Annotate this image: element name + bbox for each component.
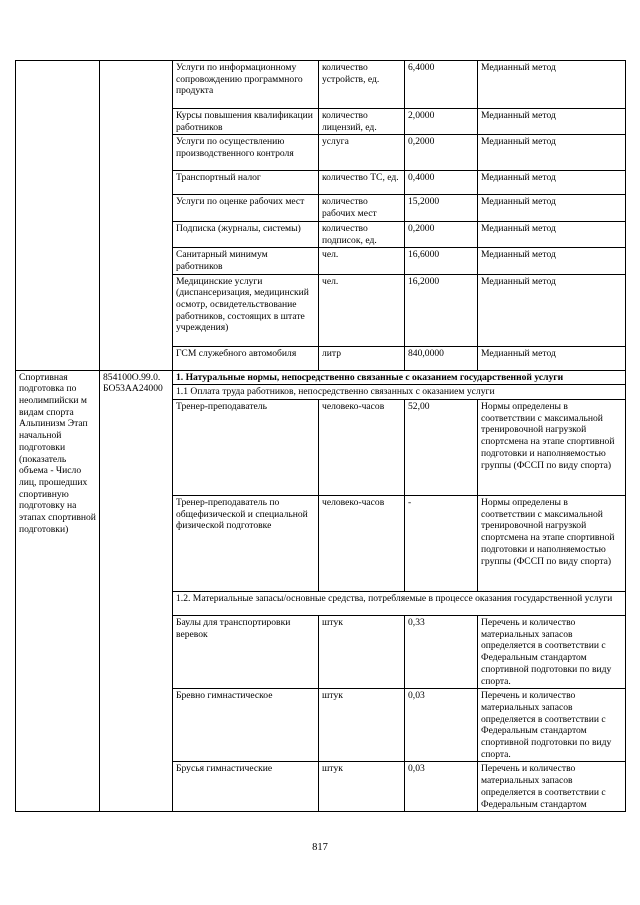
unit-cell: услуга <box>319 135 405 171</box>
value-cell: 16,6000 <box>405 248 478 274</box>
empty-service-cell <box>16 61 100 371</box>
resource-name: Медицинские услуги (диспансеризация, медицинский осмотр, освидетельствование работников, состоящих в штате учреждения) <box>173 274 319 346</box>
method-cell: Нормы определены в соответствии с максимальной тренировочной нагрузкой спортсмена на этапе спортивной подготовки и наполняемостью группы (ФССП по виду спорта) <box>478 496 626 592</box>
method-cell: Перечень и количество материальных запасов определяется в соответствии с Федеральным стандартом <box>478 762 626 812</box>
unit-cell: количество рабочих мест <box>319 195 405 221</box>
resource-name: Тренер-преподаватель по общефизической и специальной физической подготовке <box>173 496 319 592</box>
method-cell: Медианный метод <box>478 274 626 346</box>
value-cell: 15,2000 <box>405 195 478 221</box>
unit-cell: количество устройств, ед. <box>319 61 405 109</box>
method-cell: Медианный метод <box>478 248 626 274</box>
resource-name: Бревно гимнастическое <box>173 689 319 762</box>
value-cell: 52,00 <box>405 400 478 496</box>
resource-name: Подписка (журналы, системы) <box>173 221 319 247</box>
method-cell: Перечень и количество материальных запасов определяется в соответствии с Федеральным стандартом спортивной подготовки по виду спорта. <box>478 689 626 762</box>
subsection-1-2-title: 1.2. Материальные запасы/основные средства, потребляемые в процессе оказания государственной услуги <box>173 592 626 616</box>
table-row <box>16 61 626 109</box>
method-cell: Медианный метод <box>478 171 626 195</box>
resource-name: Услуги по осуществлению производственного контроля <box>173 135 319 171</box>
method-cell: Медианный метод <box>478 195 626 221</box>
section-row <box>16 370 626 385</box>
resource-name: Услуги по оценке рабочих мест <box>173 195 319 221</box>
method-cell: Медианный метод <box>478 346 626 370</box>
service-name: Спортивная подготовка по неолимпийски м видам спорта Альпинизм Этап начальной подготовки (показатель объема - Число лиц, прошедших спортивную подготовку на этапах спортивной подготовки) <box>16 370 100 812</box>
unit-cell: штук <box>319 689 405 762</box>
value-cell: 2,0000 <box>405 109 478 135</box>
method-cell: Перечень и количество материальных запасов определяется в соответствии с Федеральным стандартом спортивной подготовки по виду спорта. <box>478 616 626 689</box>
unit-cell: чел. <box>319 248 405 274</box>
unit-cell: человеко-часов <box>319 496 405 592</box>
method-cell: Медианный метод <box>478 135 626 171</box>
value-cell: 0,2000 <box>405 135 478 171</box>
section-1-title: 1. Натуральные нормы, непосредственно связанные с оказанием государственной услуги <box>173 370 626 385</box>
unit-cell: литр <box>319 346 405 370</box>
value-cell: - <box>405 496 478 592</box>
resource-name: Курсы повышения квалификации работников <box>173 109 319 135</box>
value-cell: 0,4000 <box>405 171 478 195</box>
unit-cell: количество ТС, ед. <box>319 171 405 195</box>
method-cell: Медианный метод <box>478 109 626 135</box>
method-cell: Медианный метод <box>478 61 626 109</box>
page-number: 817 <box>312 842 328 853</box>
resource-name: Тренер-преподаватель <box>173 400 319 496</box>
value-cell: 6,4000 <box>405 61 478 109</box>
resource-name: Брусья гимнастические <box>173 762 319 812</box>
value-cell: 0,03 <box>405 689 478 762</box>
method-cell: Медианный метод <box>478 221 626 247</box>
unit-cell: количество лицензий, ед. <box>319 109 405 135</box>
unit-cell: штук <box>319 616 405 689</box>
resource-name: Услуги по информационному сопровождению программного продукта <box>173 61 319 109</box>
value-cell: 0,2000 <box>405 221 478 247</box>
method-cell: Нормы определены в соответствии с максимальной тренировочной нагрузкой спортсмена на этапе спортивной подготовки и наполняемостью группы (ФССП по виду спорта) <box>478 400 626 496</box>
resource-name: Баулы для транспортировки веревок <box>173 616 319 689</box>
resource-name: ГСМ служебного автомобиля <box>173 346 319 370</box>
value-cell: 16,2000 <box>405 274 478 346</box>
norms-table <box>15 60 626 812</box>
value-cell: 0,33 <box>405 616 478 689</box>
service-code: 854100О.99.0. БО53АА24000 <box>100 370 173 812</box>
resource-name: Санитарный минимум работников <box>173 248 319 274</box>
value-cell: 0,03 <box>405 762 478 812</box>
unit-cell: чел. <box>319 274 405 346</box>
empty-code-cell <box>100 61 173 371</box>
resource-name: Транспортный налог <box>173 171 319 195</box>
value-cell: 840,0000 <box>405 346 478 370</box>
unit-cell: штук <box>319 762 405 812</box>
unit-cell: количество подписок, ед. <box>319 221 405 247</box>
unit-cell: человеко-часов <box>319 400 405 496</box>
subsection-1-1-title: 1.1 Оплата труда работников, непосредственно связанных с оказанием услуги <box>173 385 626 400</box>
